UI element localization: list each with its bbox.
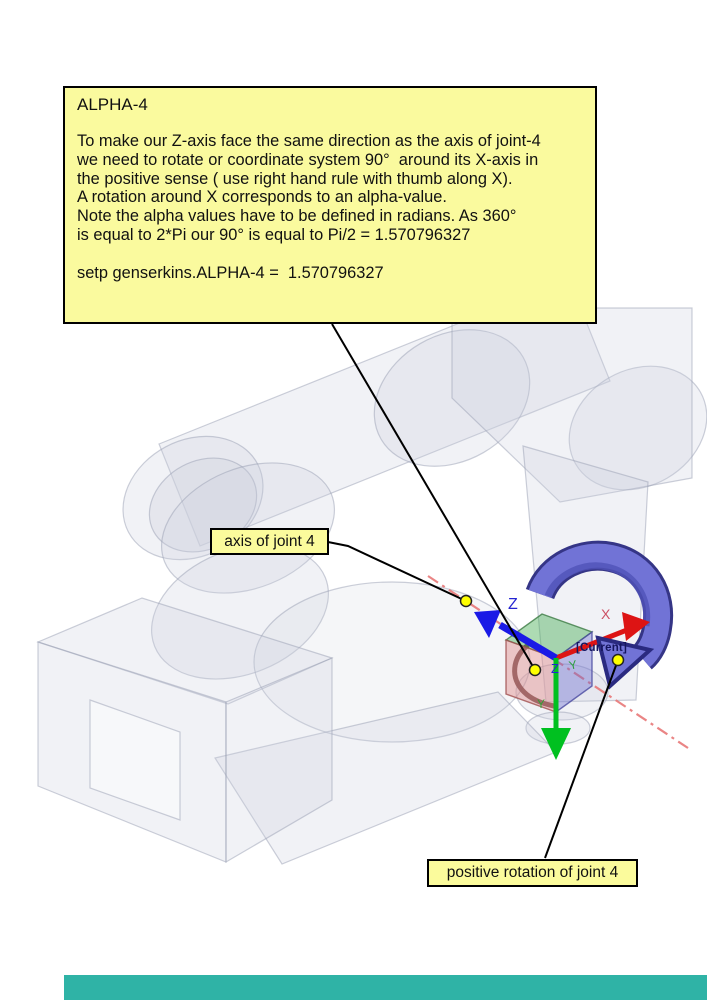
setp-command: setp genserkins.ALPHA-4 = 1.570796327: [77, 263, 384, 282]
alpha4-note-box: [63, 86, 597, 324]
note-line: we need to rotate or coordinate system 90° around its X-axis in: [77, 150, 539, 169]
note-line: To make our Z-axis face the same direction as the axis of joint-4: [77, 132, 541, 150]
note-line: Note the alpha values have to be defined in radians. As 360°: [77, 207, 517, 226]
marker-origin-point: [530, 665, 541, 676]
marker-rotation-point: [613, 655, 624, 666]
current-frame-tag: [Current]: [576, 642, 627, 654]
note-title: ALPHA-4: [77, 95, 148, 114]
callout-positive-rotation: [427, 859, 638, 887]
origin-y-label: Y: [567, 657, 579, 673]
robot-arm-model: [38, 279, 707, 864]
z-axis-label: Z: [508, 596, 518, 613]
note-line: the positive sense ( use right hand rule with thumb along X).: [77, 169, 513, 188]
note-body: [77, 132, 583, 245]
y-axis-label: Y: [537, 697, 546, 711]
note-line: is equal to 2*Pi our 90° is equal to Pi/2 = 1.570796327: [77, 225, 471, 244]
origin-z-label: Z: [551, 661, 559, 676]
marker-axis-point: [461, 596, 472, 607]
callout-rotation-text: positive rotation of joint 4: [446, 864, 619, 881]
callout-axis-text: axis of joint 4: [224, 532, 315, 550]
x-axis-label: X: [601, 606, 611, 622]
footer-accent-bar: [64, 975, 707, 1000]
note-line: A rotation around X corresponds to an alpha-value.: [77, 188, 447, 207]
callout-axis-of-joint4: [210, 528, 329, 555]
